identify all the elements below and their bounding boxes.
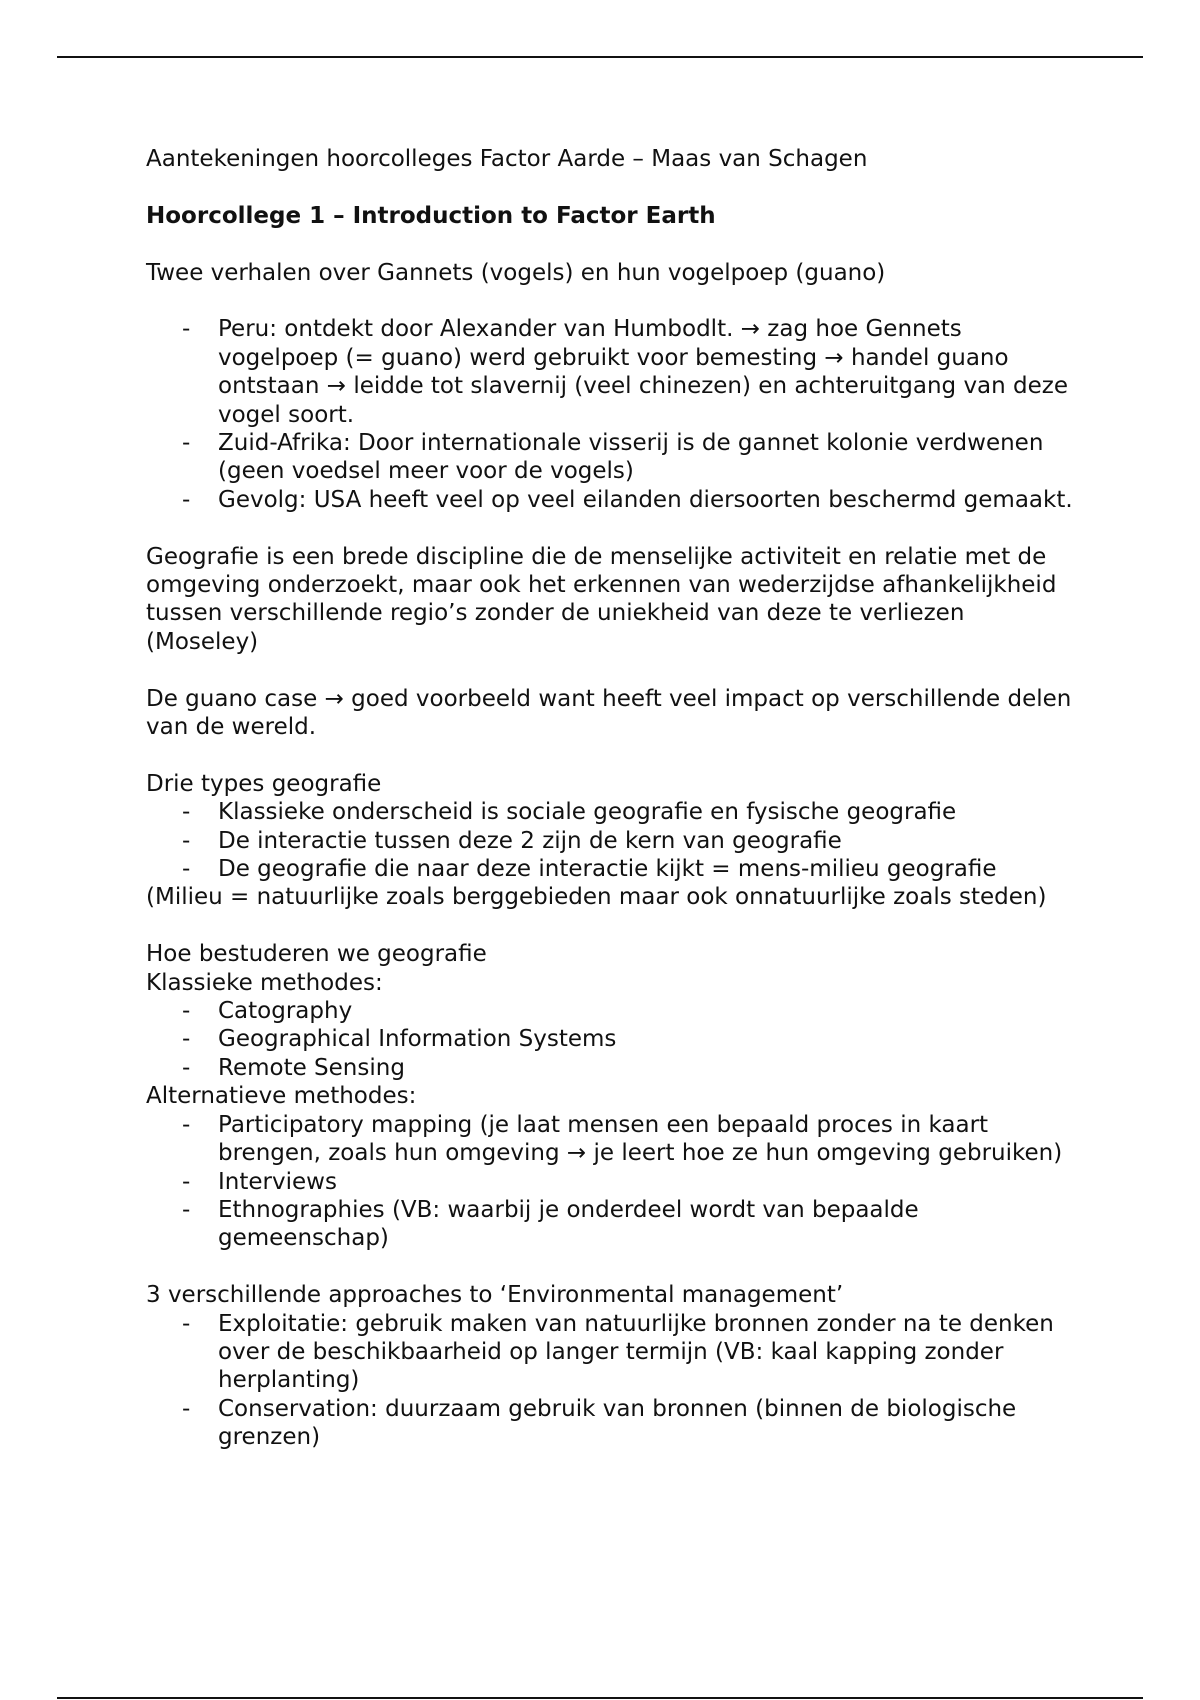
list-item-text: Zuid-Afrika: Door internationale visserij is de gannet kolonie verdwenen (geen voedsel meer voor de vogels) xyxy=(218,430,1044,485)
study-heading: Hoe bestuderen we geografie xyxy=(146,941,487,968)
types-note: (Milieu = natuurlijke zoals berggebieden maar ook onnatuurlijke zoals steden) xyxy=(146,884,1047,911)
spacer xyxy=(146,656,1076,684)
bullet: - xyxy=(182,998,191,1025)
list-item xyxy=(146,486,1076,514)
document-title: Aantekeningen hoorcolleges Factor Aarde – Maas van Schagen xyxy=(146,146,868,172)
footer-rule xyxy=(57,1697,1143,1699)
list-item-text: Peru: ontdekt door Alexander van Humbodlt. → zag hoe Gennets vogelpoep (= guano) werd gebruikt voor bemesting → handel guano ontstaan → leidde tot slavernij (veel chinezen) en achteruitgang van deze vogel soort. xyxy=(218,316,1069,428)
list-item-text: Geographical Information Systems xyxy=(218,1026,617,1053)
alternative-methods-list xyxy=(146,1111,1076,1253)
list-item xyxy=(146,315,1076,429)
list-item xyxy=(146,997,1076,1025)
approaches-list xyxy=(146,1310,1076,1452)
spacer xyxy=(146,287,1076,315)
list-item-text: Exploitatie: gebruik maken van natuurlijke bronnen zonder na te denken over de beschikbaarheid op langer termijn (VB: kaal kapping zonder herplanting) xyxy=(218,1310,1054,1394)
types-heading: Drie types geografie xyxy=(146,770,382,797)
bullet: - xyxy=(182,1111,191,1138)
list-item xyxy=(146,1054,1076,1082)
bullet: - xyxy=(182,486,191,513)
list-item-text: Klassieke onderscheid is sociale geografie en fysische geografie xyxy=(218,799,957,826)
list-item-text: Remote Sensing xyxy=(218,1054,405,1081)
lecture-heading: Hoorcollege 1 – Introduction to Factor Earth xyxy=(146,202,716,229)
header-rule xyxy=(57,56,1143,58)
bullet: - xyxy=(182,430,191,457)
intro-text: Twee verhalen over Gannets (vogels) en hun vogelpoep (guano) xyxy=(146,259,886,286)
spacer xyxy=(146,230,1076,258)
document-page xyxy=(146,145,1076,1452)
bullet: - xyxy=(182,1054,191,1081)
list-item-text: Gevolg: USA heeft veel op veel eilanden diersoorten beschermd gemaakt. xyxy=(218,486,1073,513)
bullet: - xyxy=(182,856,191,883)
classic-methods-heading: Klassieke methodes: xyxy=(146,969,383,996)
list-item-text: Interviews xyxy=(218,1168,337,1195)
spacer xyxy=(146,1253,1076,1281)
spacer xyxy=(146,912,1076,940)
bullet: - xyxy=(182,1168,191,1195)
spacer xyxy=(146,514,1076,542)
bullet: - xyxy=(182,1026,191,1053)
list-item xyxy=(146,429,1076,486)
approaches-heading: 3 verschillende approaches to ‘Environmental management’ xyxy=(146,1282,844,1309)
list-item xyxy=(146,1168,1076,1196)
list-item xyxy=(146,827,1076,855)
spacer xyxy=(146,741,1076,769)
list-item-text: Ethnographies (VB: waarbij je onderdeel wordt van bepaalde gemeenschap) xyxy=(218,1196,919,1252)
classic-methods-list xyxy=(146,997,1076,1082)
bullet: - xyxy=(182,827,191,854)
list-item xyxy=(146,1395,1076,1452)
list-item xyxy=(146,1025,1076,1053)
list-item xyxy=(146,1111,1076,1168)
list-item-text: Conservation: duurzaam gebruik van bronnen (binnen de biologische grenzen) xyxy=(218,1395,1017,1451)
bullet: - xyxy=(182,799,191,826)
bullet: - xyxy=(182,316,191,343)
list-item-text: Participatory mapping (je laat mensen een bepaald proces in kaart brengen, zoals hun omgeving → je leert hoe ze hun omgeving gebruiken) xyxy=(218,1111,1063,1167)
list-item xyxy=(146,1310,1076,1395)
bullet: - xyxy=(182,1196,191,1223)
list-item xyxy=(146,1196,1076,1253)
bullet: - xyxy=(182,1310,191,1337)
list-item-text: Catography xyxy=(218,998,353,1025)
list-item xyxy=(146,855,1076,883)
list-item-text: De interactie tussen deze 2 zijn de kern van geografie xyxy=(218,827,842,854)
gannet-list xyxy=(146,315,1076,514)
list-item xyxy=(146,798,1076,826)
spacer xyxy=(146,173,1076,201)
types-list xyxy=(146,798,1076,883)
geography-definition: Geografie is een brede discipline die de menselijke activiteit en relatie met de omgeving onderzoekt, maar ook het erkennen van wederzijdse afhankelijkheid tussen verschillende regio’s zonder de uniekheid van deze te verliezen (Moseley) xyxy=(146,543,1057,655)
guano-case-text: De guano case → goed voorbeeld want heeft veel impact op verschillende delen van de wereld. xyxy=(146,685,1072,741)
alternative-methods-heading: Alternatieve methodes: xyxy=(146,1083,417,1110)
list-item-text: De geografie die naar deze interactie kijkt = mens-milieu geografie xyxy=(218,856,997,883)
bullet: - xyxy=(182,1395,191,1422)
